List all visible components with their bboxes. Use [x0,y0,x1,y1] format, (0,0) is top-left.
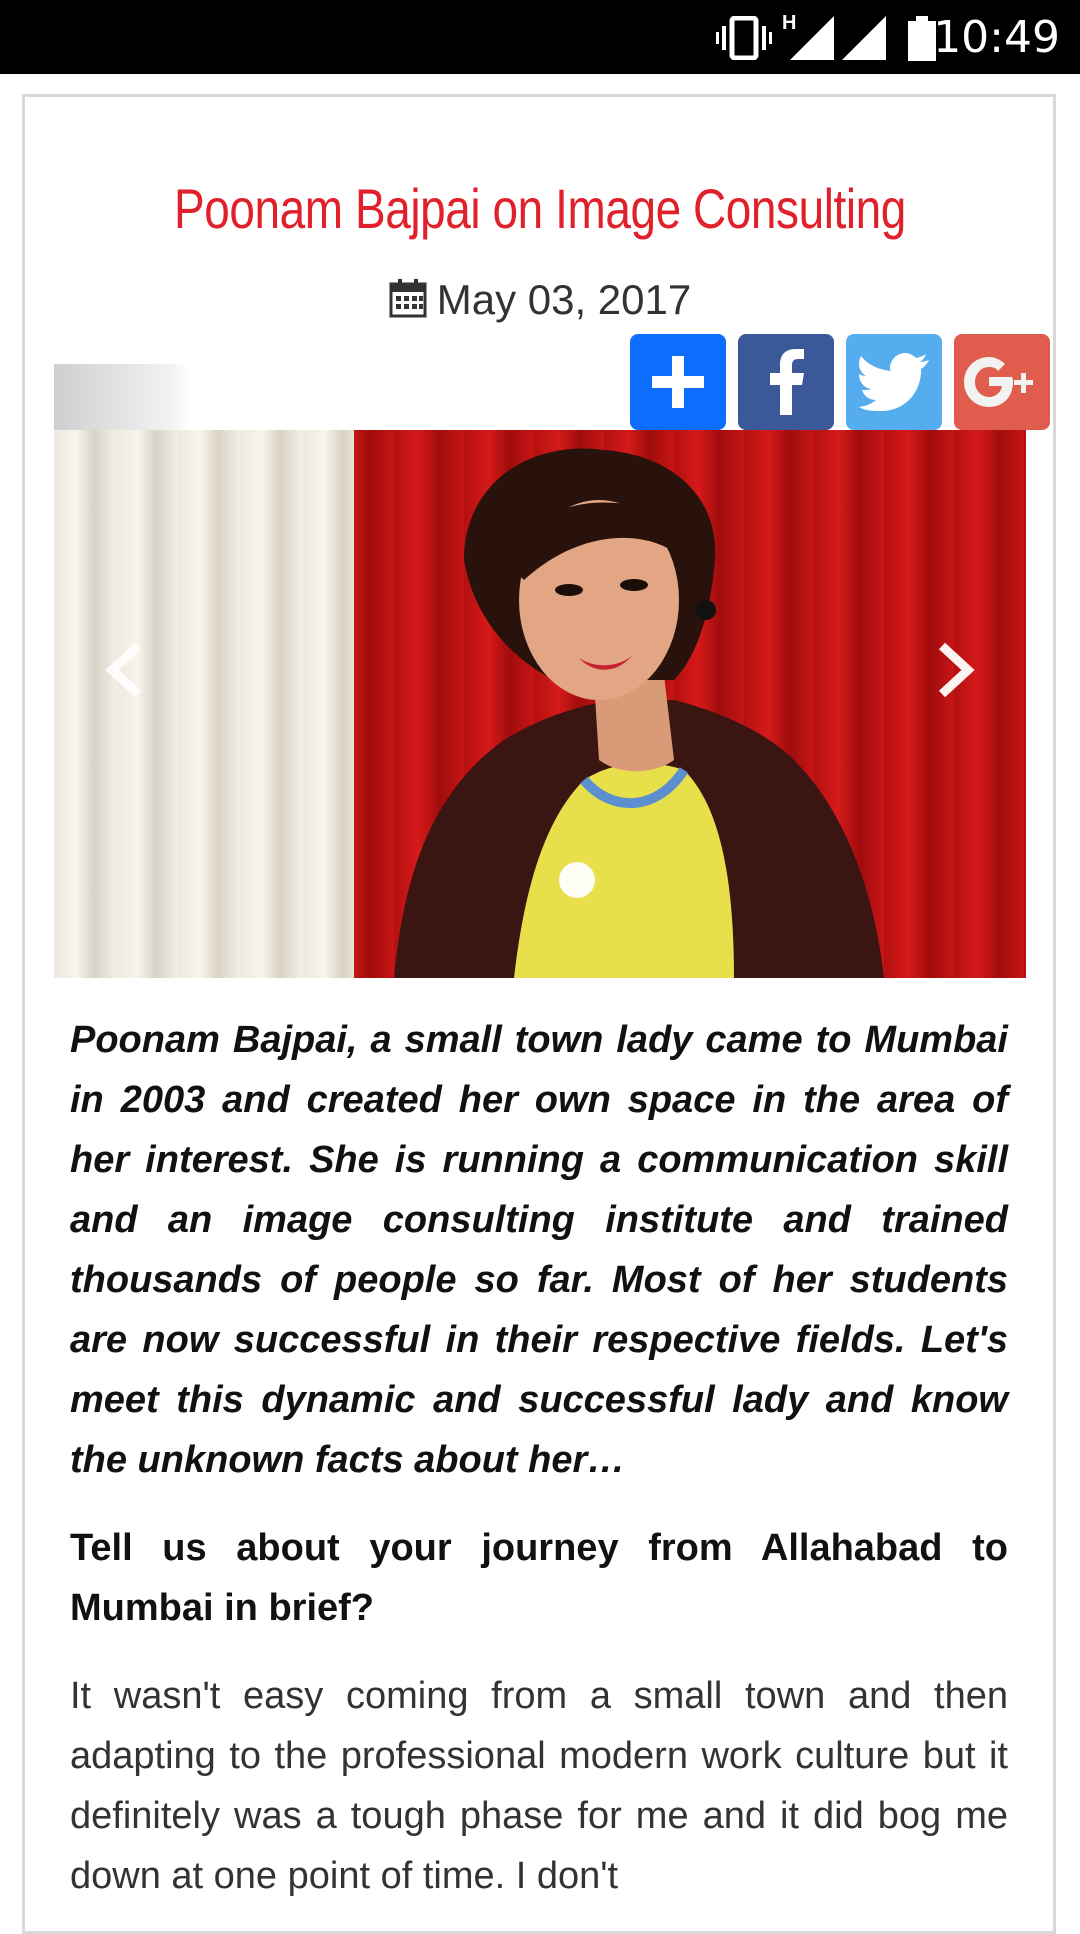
google-plus-icon [964,357,1040,407]
share-twitter-button[interactable] [846,334,942,430]
status-bar [0,0,1080,74]
carousel-indicator-dot[interactable] [559,862,595,898]
twitter-icon [859,353,929,411]
calendar-icon [389,278,427,318]
signal-icon [842,16,886,60]
interview-question: Tell us about your journey from Allahabad to Mumbai in brief? [70,1527,1008,1629]
carousel-prev-arrow-icon[interactable] [102,640,146,700]
article-date: May 03, 2017 [436,276,692,323]
share-facebook-button[interactable] [738,334,834,430]
article-intro: Poonam Bajpai, a small town lady came to Mumbai in 2003 and created her own space in the area of her interest. She is running a communication skill and an image consulting institute and trained thousands of people so far. Most of her students are now successful in their respective fields. Let's meet this dynamic and successful lady and know the unknown facts about her… [70,1019,1008,1481]
facebook-icon [766,349,806,415]
vibrate-icon [716,16,772,60]
image-carousel[interactable] [54,430,1026,978]
signal-icon [790,16,834,60]
interview-answer: It wasn't easy coming from a small town and then adapting to the professional modern work culture but it definitely was a tough phase for me and it did bog me down at one point of time. I don't [70,1675,1008,1897]
carousel-next-arrow-icon[interactable] [934,640,978,700]
article-body [70,1010,1008,1906]
share-google-plus-button[interactable] [954,334,1050,430]
article-date-row [0,276,1080,324]
share-add-button[interactable] [630,334,726,430]
status-time: 10:49 [933,12,1060,63]
article-title: Poonam Bajpai on Image Consulting [174,177,906,240]
plus-icon [648,352,708,412]
carousel-background-drape [54,430,354,978]
carousel-image-portrait [354,430,914,978]
network-type-label: H [782,12,797,34]
